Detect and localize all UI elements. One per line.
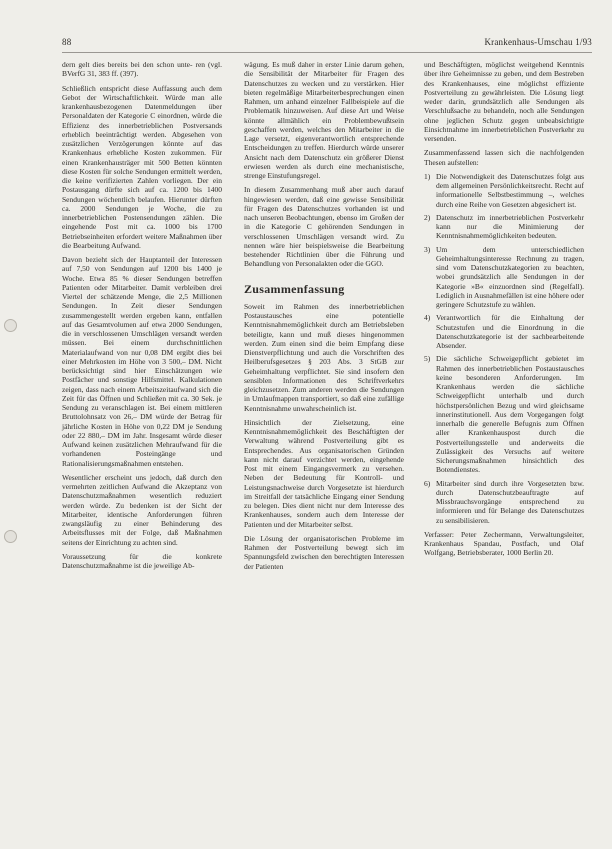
thesis-text: Datenschutz im innerbetrieblichen Postverkehr kann nur die Minimierung der Kenntnisnahmemöglichkeiten bedeuten. xyxy=(436,212,584,241)
thesis-number: 2) xyxy=(424,212,431,222)
paragraph: In diesem Zusammenhang muß aber auch darauf hingewiesen werden, daß eine gewisse Sensibilität für Fragen des Datenschutzes vorhanden ist und nach unseren Beobachtungen, ebenso im Großen der in die Kategorie C gehörenden Sendungen in verschlossenen Umschlägen versandt wird. Zu nennen wäre hier beispielsweise die Bearbeitung bestehender Richtlinien über die Führung und Behandlung von Personalakten oder die GGO. xyxy=(244,185,404,269)
section-heading: Zusammenfassung xyxy=(244,281,345,296)
thesis-item xyxy=(424,313,584,350)
thesis-item xyxy=(424,354,584,474)
thesis-item xyxy=(424,479,584,525)
punch-hole-lower xyxy=(4,530,17,543)
paragraph: Davon bezieht sich der Hauptanteil der Interessen auf 7,50 von Sendungen auf 1200 bis 1400 je Woche. Etwa 85 % dieser Sendungen betreffen Patienten oder Mitarbeiter. Damit verbleiben drei Viertel der schätzende Menge, die 2,5 Millionen Sendungen. In Zeit dieser Sendungen zusammengestellt werden ergeben kann, entfallen auf das Gesamtvolumen auf etwa 2000 Sendungen, die in verschlossenen Umschlägen versandt werden müssen. Bei einem durchschnittlichen Materialaufwand von nur 0,08 DM ergibt dies bei einer Mehrkosten im Höhe von 3 500,– DM. Nicht berücksichtigt sind hier Einschätzungen wie Postfächer und sonstige Hilfsmittel. Kalkulationen zeigen, dass nach einem Arbeitszeitaufwand sich die Zeit für das Öffnen und Schließen mit ca. 30 Sek. je Sendung zu veranschlagen ist. Bei einem mittleren Bruttolohnsatz von 26,– DM würde der Betrag für jährliche Kosten in Höhe von 0,22 DM je Sendung oder 22 880,– DM im Jahr. Insgesamt würde dieser Aufwand keinen zusätzlichen Mehraufwand für die vorhandenen Posteingänge und Rationalisierungsmaßnahmen entstehen. xyxy=(62,255,222,468)
paragraph: Wesentlicher erscheint uns jedoch, daß durch den vermehrten zeitlichen Aufwand die Akzeptanz von Datenschutzmaßnahmen wesentlich reduziert werden würde. Zu bedenken ist der Sicht der Mitarbeiter, identische Anforderungen führen zwangsläufig zu einer Behinderung des Arbeitsflusses mit der Folge, daß Maßnahmen seitens der Einrichtung zu achten sind. xyxy=(62,472,222,547)
thesis-number: 6) xyxy=(424,478,431,488)
thesis-number: 3) xyxy=(424,244,431,254)
thesis-text: Um dem unterschiedlichen Geheimhaltungsinteresse Rechnung zu tragen, sind vom Datenschutzkategorien zu beachten, wobei grundsätzlich alle Sendungen in der Kategorie »B« einzuordnen sind (Regelfall). Lediglich in Ausnahmefällen ist eine höhere oder geringere Schutzstufe zu wählen. xyxy=(436,244,584,309)
paragraph: und Beschäftigten, möglichst weitgehend Kenntnis über ihre Geheimnisse zu geben, und dem Bestreben des Krankenhauses, eine möglichst effiziente Postverteilung zu gewährleisten. Die Lösung liegt weder darin, grundsätzlich alle Sendungen als Verschlußsache zu behandeln, noch alle Sendungen ohne jeglichen Schutz gegen unbeabsichtigte Einsichtnahme im innerbetrieblichen Postverkehr zu versenden. xyxy=(424,60,584,143)
paragraph: Hinsichtlich der Zielsetzung, eine Kenntnisnahmemöglichkeit des Beschäftigten der Verwaltung während Postverteilung gibt es Entsprechendes. Aus organisatorischen Gründen kann nicht darauf verzichtet werden, eingehende Post mit einem Eingangsvermerk zu versehen. Neben der Bedeutung für Kontroll- und Leistungsnachweise durch Vorgesetzte ist hierdurch im Streitfall der tatsächliche Eingang einer Sendung zu belegen. Dies dient nicht nur dem Interesse des Krankenhauses, sondern auch dem Interesse der Patienten und der Mitarbeiter selbst. xyxy=(244,417,404,529)
thesis-text: Die Notwendigkeit des Datenschutzes folgt aus dem allgemeinen Persönlichkeitsrecht. Recht auf informationelle Selbstbestimmung –, welches durch eine Reihe von Gesetzen abgesichert ist. xyxy=(436,171,584,209)
theses-list xyxy=(424,172,584,525)
thesis-item xyxy=(424,245,584,310)
text-column-1 xyxy=(62,60,222,575)
thesis-item xyxy=(424,213,584,241)
punch-hole-upper xyxy=(4,319,17,332)
thesis-text: Mitarbeiter sind durch ihre Vorgesetzten bzw. durch Datenschutzbeauftragte auf Missbrauchsvorgänge entsprechend zu informieren und für Belange des Datenschutzes zu sensibilisieren. xyxy=(436,478,584,525)
paragraph: wägung. Es muß daher in erster Linie darum gehen, die Sensibilität der Mitarbeiter für Fragen des Datenschutzes zu wecken und zu verstärken. Hier bieten regelmäßige Mitarbeiterbesprechungen einen Rahmen, um anhand einzelner Fallbeispiele auf die Problematik hinzuweisen. Auf diese Art und Weise könnte allmählich ein Problembewußtsein geschaffen werden, welches den Mitarbeiter in die Lage versetzt, eigenverantwortlich entsprechende Entscheidungen zu treffen. Hierdurch würde unserer Ansicht nach dem Datenschutz ein größerer Dienst erwiesen werden als durch eine mechanistische, strenge Einstufungsregel. xyxy=(244,60,404,180)
paragraph: dern gelt dies bereits bei den schon unte- ren (vgl. BVerfG 31, 383 ff. (397). xyxy=(62,60,222,79)
paragraph: Voraussetzung für die konkrete Datenschutzmaßnahme ist die jeweilige Ab- xyxy=(62,551,222,570)
thesis-number: 4) xyxy=(424,313,431,323)
paragraph: Schließlich entspricht diese Auffassung auch dem Gebot der Wirtschaftlichkeit. Würde man alle krankenhausbezogenen Datenmeldungen über Personaldaten der Kategorie C einordnen, würde die Effizienz des innerbetrieblichen Postversands erheblich beeinträchtigt werden. Abgesehen von zusätzlichen Verzögerungen könnte auf das Krankenhaus erhebliche Kosten zukommen. Für einen Krankenhausträger mit 500 Betten könnten diese Kosten für solche Sendungen ermittelt werden, die keine verifizierten Zahlen vorliegen. Der ein Postausgang dürfte sich auf ca. 1200 bis 1400 Sendungen wöchentlich belaufen. Hierunter dürften ca. 2000 Sendungen je Woche, die zu innerbetrieblichen Postensendungen zählen. Die eingehende Post mit ca. 1000 bis 1700 Betriebseinheiten erfordert weitere Maßnahmen über die Bearbeitung Aufwand. xyxy=(62,83,222,250)
paragraph: Die Lösung der organisatorischen Probleme im Rahmen der Postverteilung bewegt sich im Spannungsfeld zwischen den berechtigten Interessen der Patienten xyxy=(244,533,404,571)
author-note: Verfasser: Peter Zechermann, Verwaltungsleiter, Krankenhaus Spandau, Postfach, und Olaf Wolfgang, Betriebsberater, 1000 Berlin 20. xyxy=(424,529,584,558)
paragraph: Soweit im Rahmen des innerbetrieblichen Postaustausches eine potentielle Kenntnisnahmemöglichkeit durch am Betriebsleben beteiligte, kann und muß dieses hingenommen werden. Zum einen sind die beim Empfang diese Dienstverpflichtung und auch die Vorschriften des Heilberufsgesetzes § 203 Abs. 3 StGB zur Geheimhaltung verpflichtet. Sie sind insofern den sensiblen Informationen des Schriftverkehrs gleichzusetzen. Zum anderen werden die Sendungen in Umlaufmappen transportiert, so daß eine zufällige Kenntnisnahme unwahrscheinlich ist. xyxy=(244,301,404,413)
paragraph: Zusammenfassend lassen sich die nachfolgenden Thesen aufstellen: xyxy=(424,148,584,167)
thesis-text: Verantwortlich für die Einhaltung der Schutzstufen und die Einordnung in die Datenschutzkategorie ist der sachbearbeitende Absender. xyxy=(436,313,584,350)
page-number: 88 xyxy=(62,37,72,47)
thesis-text: Die sächliche Schweigepflicht gebietet im Rahmen des innerbetrieblichen Postaustausches keine besonderen Anforderungen. Im Krankenhaus werden die sächliche Schweigepflicht unterhalb und durch höchstpersönlichen Bezug und wird gleichsame innerinstitutionell. Aus dem Vorgegangen folgt innerhalb die generelle Befugnis zum Öffnen aller Krankenhauspost durch die Postverteilungsstelle und anderweits die Zulässigkeit des Versuchs auf weitere Sicherungsmaßnahmen hinsichtlich des Botendienstes. xyxy=(436,354,584,475)
thesis-item xyxy=(424,172,584,209)
header-rule xyxy=(62,52,592,53)
thesis-number: 5) xyxy=(424,354,431,364)
page-header xyxy=(62,37,592,51)
text-column-3 xyxy=(424,60,584,563)
thesis-number: 1) xyxy=(424,171,431,181)
journal-title: Krankenhaus-Umschau 1/93 xyxy=(484,37,592,47)
text-column-2 xyxy=(244,60,404,576)
